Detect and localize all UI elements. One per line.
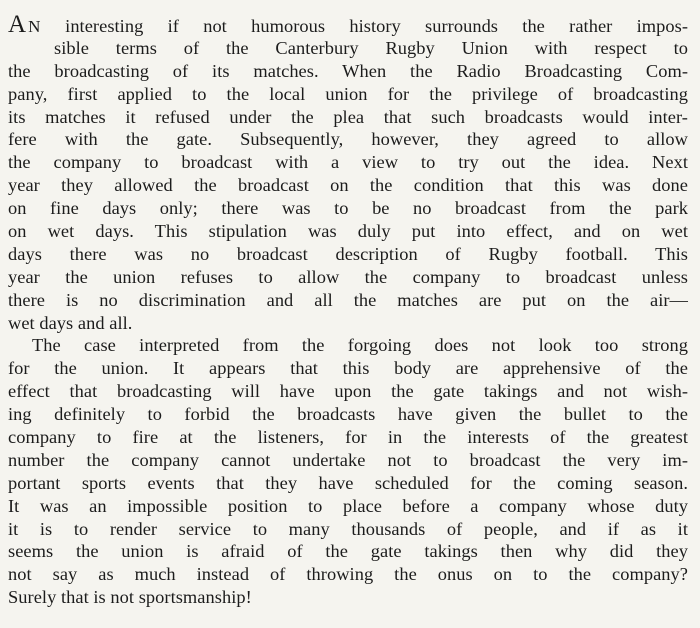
text-line: the broadcasting of its matches. When the Radio Broadcasting Com- [8,60,688,81]
drop-cap-continuation: N [28,17,41,36]
drop-cap: A [8,11,27,38]
paragraph-1 [8,11,688,334]
text-line: pany, first applied to the local union for the privilege of broadcasting [8,83,688,104]
text-line: on fine days only; there was to be no broadcast from the park [8,198,688,219]
text-line: effect that broadcasting will have upon the gate takings and not wish- [8,381,688,402]
text-line: wet days and all. [8,312,133,333]
text-line-content: interesting if not humorous history surrounds the rather impos- [65,16,688,36]
text-line: the company to broadcast with a view to try out the idea. Next [8,152,688,173]
paragraph-2 [8,334,688,609]
text-line: portant sports events that they have scheduled for the coming season. [8,472,688,493]
text-line: The case interpreted from the forgoing does not look too strong [32,335,688,356]
text-line: for the union. It appears that this body are apprehensive of the [8,358,688,379]
text-line: on wet days. This stipulation was duly put into effect, and on wet [8,221,688,242]
text-line: days there was no broadcast description of Rugby football. This [8,243,688,264]
text-line: sible terms of the Canterbury Rugby Union with respect to [54,37,688,58]
text-line: not say as much instead of throwing the onus on to the company? [8,564,688,585]
text-line: its matches it refused under the plea that such broadcasts would inter- [8,106,688,127]
text-line: It was an impossible position to place before a company whose duty [8,495,688,516]
text-line: seems the union is afraid of the gate takings then why did they [8,541,688,562]
text-line: ing definitely to forbid the broadcasts have given the bullet to the [8,404,688,425]
text-line [8,11,688,38]
text-line: it is to render service to many thousands of people, and if as it [8,518,688,539]
text-line: year the union refuses to allow the company to broadcast unless [8,266,688,287]
text-line: company to fire at the listeners, for in the interests of the greatest [8,427,688,448]
text-line: year they allowed the broadcast on the condition that this was done [8,175,688,196]
text-line: there is no discrimination and all the matches are put on the air— [8,289,688,310]
text-line: number the company cannot undertake not to broadcast the very im- [8,449,688,470]
text-line: fere with the gate. Subsequently, however, they agreed to allow [8,129,688,150]
text-line: Surely that is not sportsmanship! [8,587,252,608]
